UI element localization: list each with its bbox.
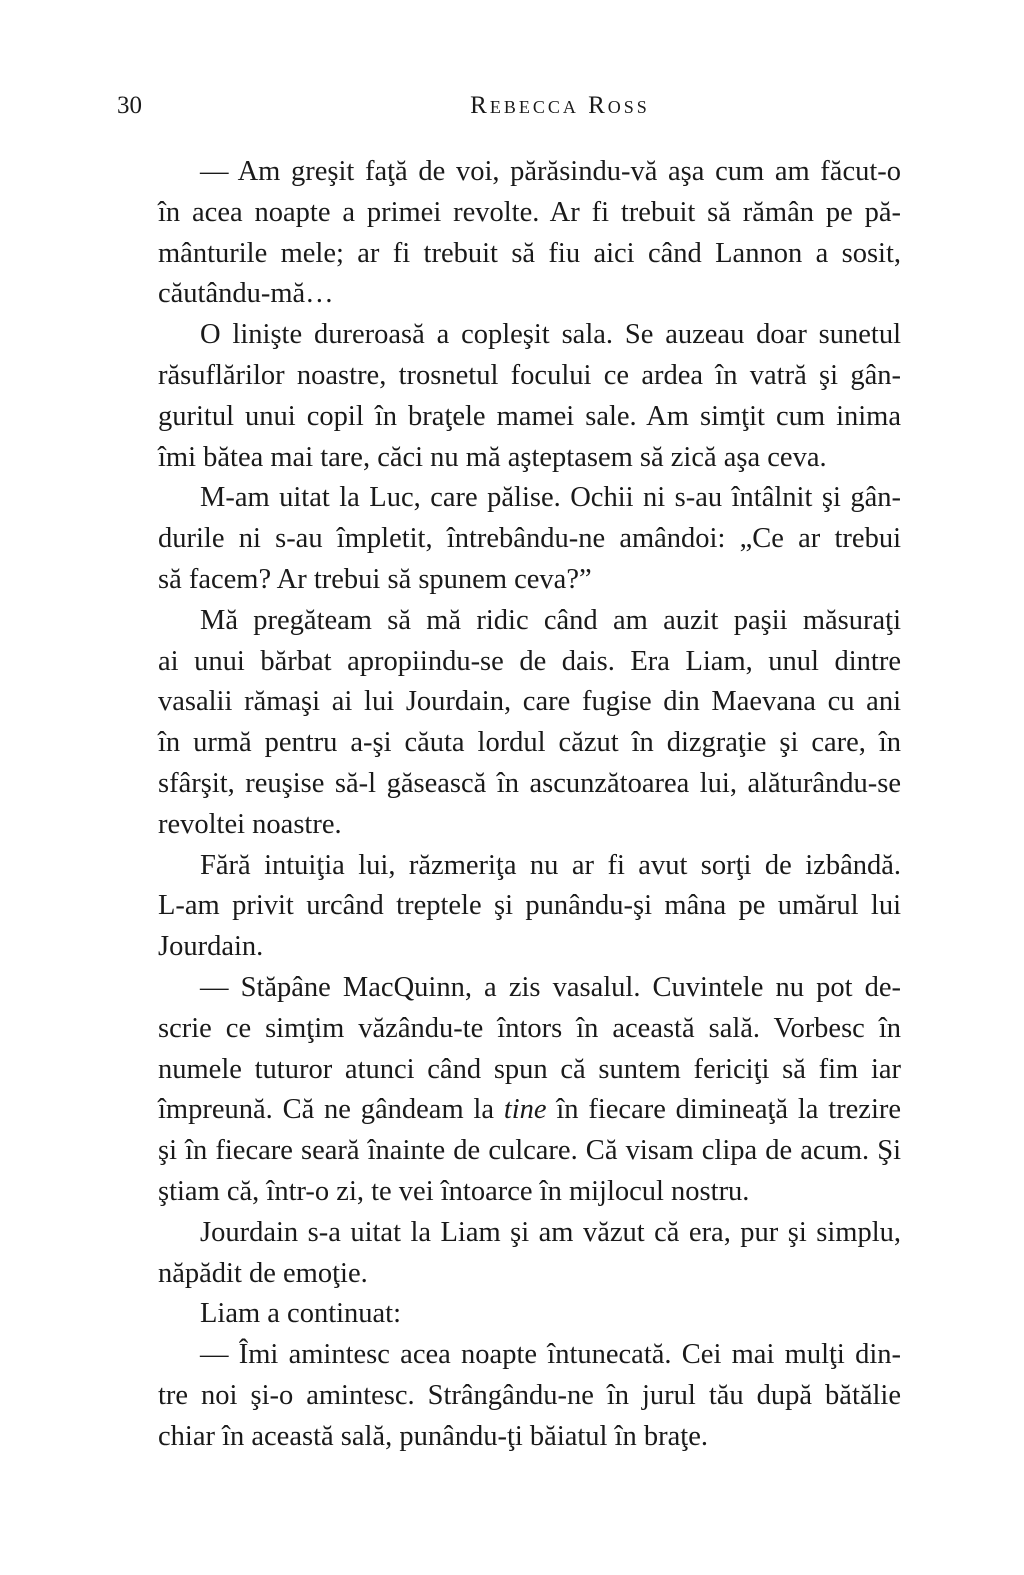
text-line: ai unui bărbat apropiindu-se de dais. Era Liam, unul dintre — [158, 645, 901, 677]
text-line: ştiam că, într-o zi, te vei întoarce în mijlocul nostru. — [158, 1175, 750, 1207]
text-line: răsuflărilor noastre, trosnetul focului ce ardea în vatră şi gân- — [158, 359, 901, 391]
text-line: vasalii rămaşi ai lui Jourdain, care fugise din Maevana cu ani — [158, 686, 901, 718]
text-line: năpădit de emoţie. — [158, 1257, 368, 1289]
text-line: în urmă pentru a-şi căuta lordul căzut în dizgraţie şi care, în — [158, 727, 901, 759]
text-line: să facem? Ar trebui să spunem ceva?” — [158, 563, 592, 595]
paragraph-5 — [116, 846, 901, 968]
text-line: Fără intuiţia lui, răzmeriţa nu ar fi avut sorţi de izbândă. — [200, 849, 901, 881]
paragraph-4 — [116, 601, 901, 846]
paragraph-6 — [116, 968, 901, 1213]
page-number: 30 — [117, 92, 142, 119]
text-line: numele tuturor atunci când spun că suntem fericiţi să fim iar — [158, 1053, 901, 1085]
paragraph-9 — [116, 1335, 901, 1457]
text-line: Mă pregăteam să mă ridic când am auzit paşii măsuraţi — [200, 604, 901, 636]
text-line: scrie ce simţim văzându-te întors în această sală. Vorbesc în — [158, 1012, 901, 1044]
text-line — [116, 1090, 901, 1131]
text-line: chiar în această sală, punându-ţi băiatul în braţe. — [158, 1420, 708, 1452]
text-line: — Am greşit faţă de voi, părăsindu-vă aşa cum am făcut-o — [200, 156, 901, 187]
body-text — [116, 152, 901, 1458]
text-line: Jourdain s-a uitat la Liam şi am văzut că era, pur şi simplu, — [200, 1216, 901, 1248]
text-line: sfârşit, reuşise să-l găsească în ascunzătoarea lui, alăturându-se — [158, 767, 901, 799]
text-line: L-am privit urcând treptele şi punându-şi mâna pe umărul lui — [158, 890, 901, 922]
text-line: căutându-mă… — [158, 278, 334, 310]
text-line: şi în fiecare seară înainte de culcare. Că visam clipa de acum. Şi — [158, 1135, 901, 1167]
text-line: durile ni s-au împletit, întrebându-ne amândoi: „Ce ar trebui — [158, 523, 901, 555]
paragraph-1 — [116, 152, 901, 315]
running-head: Rebecca Ross — [470, 92, 650, 119]
text-line: tre noi şi-o amintesc. Strângându-ne în jurul tău după bătălie — [158, 1379, 901, 1411]
text-line: Liam a continuat: — [200, 1298, 402, 1330]
text-line: — Îmi amintesc acea noapte întunecată. Cei mai mulţi din- — [200, 1339, 901, 1371]
text-line: revoltei noastre. — [158, 808, 342, 840]
paragraph-2 — [116, 315, 901, 478]
text-line: în acea noapte a primei revolte. Ar fi trebuit să rămân pe pă- — [158, 196, 901, 228]
text-line: mânturile mele; ar fi trebuit să fiu aici când Lannon a sosit, — [158, 237, 901, 269]
text-line: — Stăpâne MacQuinn, a zis vasalul. Cuvintele nu pot de- — [200, 971, 901, 1003]
paragraph-3 — [116, 478, 901, 600]
paragraph-8 — [116, 1294, 901, 1335]
paragraph-7 — [116, 1213, 901, 1295]
text-line: Jourdain. — [158, 931, 264, 963]
text-line: guritul unui copil în braţele mamei sale. Am simţit cum inima — [158, 400, 901, 432]
text-line: O linişte dureroasă a copleşit sala. Se auzeau doar sunetul — [200, 319, 901, 351]
text-segment: împreună. Că ne gândeam la — [158, 1094, 494, 1126]
text-segment: în fiecare dimineaţă la trezire — [556, 1094, 901, 1126]
text-line: îmi bătea mai tare, căci nu mă aşteptasem să zică aşa ceva. — [158, 441, 827, 473]
text-line: M-am uitat la Luc, care pălise. Ochii ni s-au întâlnit şi gân- — [200, 482, 901, 514]
italic-word: tine — [503, 1094, 547, 1126]
